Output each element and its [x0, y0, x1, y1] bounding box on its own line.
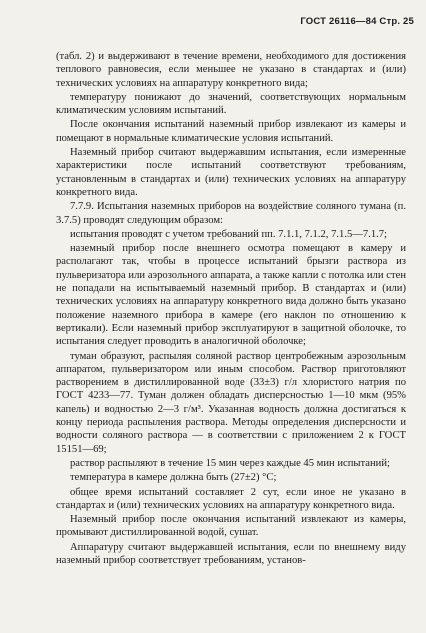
- paragraph: туман образуют, распыляя соляной раствор центробежным аэрозольным аппаратом, пульверизатором или иным способом. Раствор приготовляют растворением в дистиллированной воде (33±3) г/л хлористого натрия по ГОСТ 4233—77. Туман должен обладать дисперсностью 1—10 мкм (95% капель) и водностью 2—3 г/м³. Указанная водность должна достигаться к концу периода распыления раствора. Методы определения дисперсности и водности соляного раствора — в соответствии с приложением 2 к ГОСТ 15151—69;: [56, 350, 406, 455]
- paragraph: раствор распыляют в течение 15 мин через каждые 45 мин испытаний;: [70, 457, 390, 469]
- paragraph: Наземный прибор считают выдержавшим испытания, если измеренные характеристики после испытаний соответствуют требованиям, установленным в стандартах и (или) технических условиях на аппаратуру конкретного вида.: [56, 147, 406, 198]
- paragraph: Аппаратуру считают выдержавшей испытания, если по внешнему виду наземный прибор соответствует требованиям, установ-: [56, 541, 406, 566]
- page-header: ГОСТ 26116—84 Стр. 25: [300, 16, 414, 27]
- paragraph: 7.7.9. Испытания наземных приборов на воздействие соляного тумана (п. 3.7.5) проводят следующим образом:: [56, 201, 406, 226]
- paragraph: испытания проводят с учетом требований пп. 7.1.1, 7.1.2, 7.1.5—7.1.7;: [70, 228, 388, 240]
- paragraph: температуру понижают до значений, соответствующих нормальным климатическим условиям испытаний.: [56, 91, 406, 117]
- paragraph: (табл. 2) и выдерживают в течение времени, необходимого для достижения теплового равновесия, если меньшее не указано в стандартах и (или) технических условиях на аппаратуру конкретного вида;: [56, 51, 406, 89]
- body-text: [56, 50, 406, 568]
- paragraph: температура в камере должна быть (27±2) °С;: [70, 472, 277, 484]
- paragraph: После окончания испытаний наземный прибор извлекают из камеры и помещают в нормальные климатические условия испытаний.: [56, 119, 406, 144]
- paragraph: наземный прибор после внешнего осмотра помещают в камеру и располагают так, чтобы в процессе испытаний брызги раствора из пульверизатора или аэрозольного аппарата, а также капли с потолка или стен не попадали на испытываемый наземный прибор. В стандартах и (или) технических условиях на аппаратуру конкретного вида должно быть указано положение наземного прибора в камере (его наклон по отношению к вертикали). Если наземный прибор эксплуатируют в защитной оболочке, то испытания следует проводить в аналогичной оболочке;: [56, 243, 406, 348]
- paragraph: Наземный прибор после окончания испытаний извлекают из камеры, промывают дистиллированной водой, сушат.: [56, 514, 406, 539]
- paragraph: общее время испытаний составляет 2 сут, если иное не указано в стандартах и (или) технических условиях на аппаратуру конкретного вида.: [56, 486, 406, 511]
